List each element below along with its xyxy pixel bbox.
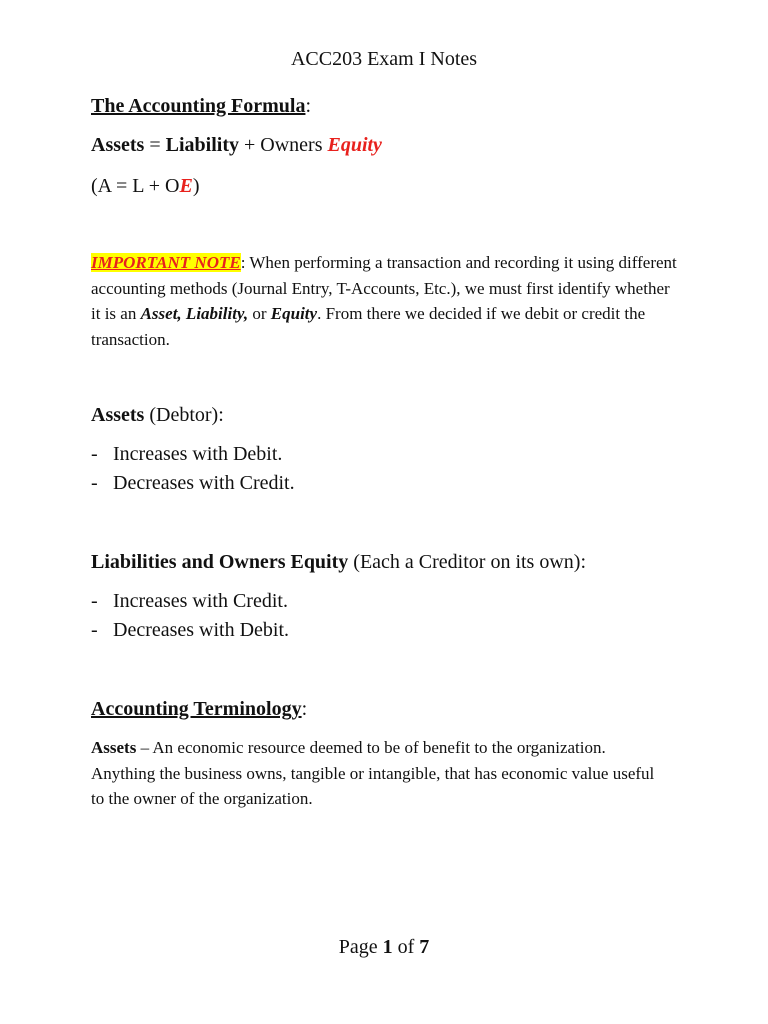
page-header — [0, 48, 768, 71]
important-note-text1: : When performing a transaction and recording it using different accounting methods (Journal Entry, T-Accounts, Etc.), we must first identify whether it is an — [91, 253, 677, 323]
page-of: of — [392, 936, 420, 958]
important-note-label: IMPORTANT NOTE — [91, 253, 241, 272]
important-note-terms: Asset, Liability, — [140, 304, 249, 323]
terminology-heading-text: Accounting Terminology — [91, 698, 302, 720]
formula-heading — [91, 95, 311, 118]
formula-liability: Liability — [165, 134, 239, 156]
dash-bullet: - — [91, 472, 98, 494]
terminology-heading — [91, 698, 307, 721]
liabilities-rules-list — [91, 587, 289, 645]
document-title: ACC203 Exam I Notes — [290, 48, 478, 70]
liabilities-heading — [91, 551, 586, 574]
formula-abbreviation — [91, 175, 200, 198]
important-note-text2: . From there we decided if we debit or credit the transaction. — [91, 304, 646, 349]
list-item-text: Decreases with Credit. — [113, 472, 295, 494]
dash-bullet: - — [91, 590, 98, 612]
formula-equals: = — [144, 134, 166, 156]
dash-bullet: - — [91, 443, 98, 465]
formula-assets: Assets — [91, 134, 145, 156]
important-note-paragraph — [91, 250, 681, 352]
formula-abbrev-prefix: (A = L + O — [91, 175, 180, 197]
page-footer — [0, 936, 768, 959]
liabilities-heading-rest: (Each a Creditor on its own): — [348, 551, 586, 573]
important-note-or: or — [248, 304, 271, 323]
list-item — [91, 587, 289, 616]
page-label: Page — [338, 936, 383, 958]
formula-equity: Equity — [327, 134, 382, 156]
dash-bullet: - — [91, 619, 98, 641]
list-item — [91, 469, 295, 498]
list-item-text: Increases with Debit. — [113, 443, 283, 465]
formula-heading-colon: : — [305, 95, 312, 117]
assets-heading-bold: Assets — [91, 404, 145, 426]
definition-term: Assets — [91, 738, 137, 757]
formula-equation — [91, 134, 382, 157]
formula-plus-owners: + Owners — [238, 134, 328, 156]
list-item — [91, 616, 289, 645]
list-item-text: Decreases with Debit. — [113, 619, 290, 641]
assets-rules-list — [91, 440, 295, 498]
important-note-equity: Equity — [270, 304, 318, 323]
current-page-number: 1 — [382, 936, 393, 958]
list-item — [91, 440, 295, 469]
total-page-count: 7 — [419, 936, 430, 958]
assets-definition-paragraph — [91, 735, 666, 812]
formula-abbrev-suffix: ) — [192, 175, 200, 197]
definition-text: – An economic resource deemed to be of benefit to the organization. Anything the business owns, tangible or intangible, that has economic value useful to the owner of the organization. — [91, 738, 655, 808]
assets-heading-rest: (Debtor): — [144, 404, 224, 426]
liabilities-heading-bold: Liabilities and Owners Equity — [91, 551, 349, 573]
list-item-text: Increases with Credit. — [113, 590, 288, 612]
terminology-heading-colon: : — [301, 698, 308, 720]
formula-heading-text: The Accounting Formula — [91, 95, 306, 117]
assets-heading — [91, 404, 224, 427]
formula-abbrev-e: E — [179, 175, 193, 197]
